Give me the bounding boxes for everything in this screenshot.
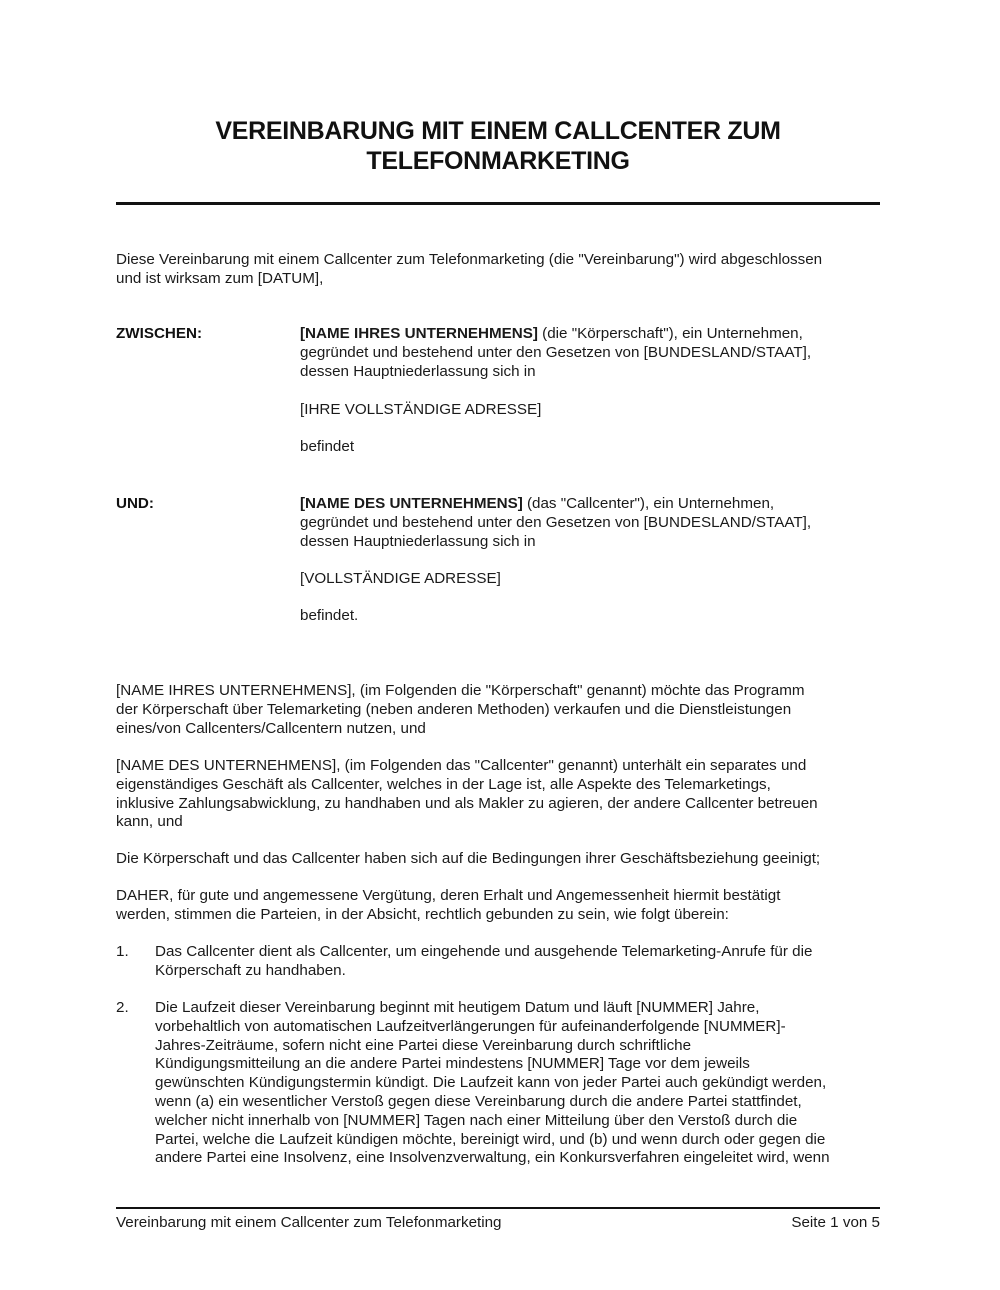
party-line: dessen Hauptniederlassung sich in [300,532,536,550]
clause-line: Die Laufzeit dieser Vereinbarung beginnt mit heutigem Datum und läuft [NUMMER] Jahre, [155,999,760,1016]
recital-line: der Körperschaft über Telemarketing (neben anderen Methoden) verkaufen und die Dienstleistungen [116,700,792,718]
clause-line: andere Partei eine Insolvenz, eine Insolvenzverwaltung, ein Konkursverfahren eingeleitet wird, wenn [155,1149,830,1167]
party-line [300,495,880,514]
intro-line: und ist wirksam zum [DATUM], [116,269,324,287]
party-address: [IHRE VOLLSTÄNDIGE ADRESSE] [300,401,542,418]
clause-line: welcher nicht innerhalb von [NUMMER] Tagen nach einer Mitteilung über den Verstoß durch die [155,1111,798,1129]
clause-line: Kündigungsmitteilung an die andere Partei mindestens [NUMMER] Tage vor dem jeweils [155,1055,750,1073]
party-body-callcenter [300,495,880,551]
recital-paragraph [116,887,886,925]
party-line [300,325,880,344]
clause-line: Körperschaft zu handhaben. [155,961,346,979]
recital-paragraph [116,682,886,738]
party-name: [NAME IHRES UNTERNEHMENS] [300,325,538,342]
party-closing: befindet. [300,607,359,624]
title-divider [116,202,880,205]
clause-line: Das Callcenter dient als Callcenter, um eingehende und ausgehende Telemarketing-Anrufe für die [155,943,813,960]
clause-line: Partei, welche die Laufzeit kündigen möchte, bereinigt wird, und (b) und wenn durch oder gegen die [155,1130,826,1148]
intro-paragraph [116,251,886,289]
footer-document-title: Vereinbarung mit einem Callcenter zum Telefonmarketing [116,1214,502,1231]
clause-number: 2. [116,999,129,1016]
clause-line: gewünschten Kündigungstermin kündigt. Die Laufzeit kann von jeder Partei auch gekündigt werden, [155,1074,827,1092]
title-line-1: VEREINBARUNG MIT EINEM CALLCENTER ZUM [215,117,781,145]
party-line: gegründet und bestehend unter den Gesetzen von [BUNDESLAND/STAAT], [300,513,812,531]
party-closing: befindet [300,438,355,455]
party-line: gegründet und bestehend unter den Gesetzen von [BUNDESLAND/STAAT], [300,343,812,361]
recital-line: [NAME DES UNTERNEHMENS], (im Folgenden das "Callcenter" genannt) unterhält ein separates und [116,757,807,774]
clause-text [155,999,885,1168]
recital-line: werden, stimmen die Parteien, in der Absicht, rechtlich gebunden zu sein, wie folgt überein: [116,905,729,923]
party-label-und: UND: [116,495,154,512]
clause-text [155,943,885,981]
party-body-koerperschaft [300,325,880,381]
clause-line: wenn (a) ein wesentlicher Verstoß gegen diese Vereinbarung durch die andere Partei stattfindet, [155,1092,802,1110]
clause-line: vorbehaltlich von automatischen Laufzeitverlängerungen für aufeinanderfolgende [NUMMER]- [155,1017,786,1035]
recital-line: [NAME IHRES UNTERNEHMENS], (im Folgenden die "Körperschaft" genannt) möchte das Programm [116,682,805,699]
recital-line: DAHER, für gute und angemessene Vergütung, deren Erhalt und Angemessenheit hiermit bestätigt [116,887,781,904]
title-line-2: TELEFONMARKETING [366,147,630,175]
party-line-rest: (das "Callcenter"), ein Unternehmen, [522,495,775,512]
intro-line: Diese Vereinbarung mit einem Callcenter zum Telefonmarketing (die "Vereinbarung") wird abgeschlossen [116,251,823,268]
party-address: [VOLLSTÄNDIGE ADRESSE] [300,570,501,587]
party-label-zwischen: ZWISCHEN: [116,325,203,342]
party-line: dessen Hauptniederlassung sich in [300,362,536,380]
document-title [116,116,880,176]
recital-line: inklusive Zahlungsabwicklung, zu handhaben und als Makler zu agieren, der andere Callcenter betreuen [116,794,818,812]
recital-paragraph [116,850,886,869]
party-line-rest: (die "Körperschaft"), ein Unternehmen, [537,325,803,342]
recital-line: eines/von Callcenters/Callcentern nutzen, und [116,719,426,737]
footer-page-number: Seite 1 von 5 [791,1214,880,1231]
clause-line: Jahres-Zeiträume, sofern nicht eine Partei diese Vereinbarung durch schriftliche [155,1036,692,1054]
recital-paragraph [116,757,886,832]
clause-number: 1. [116,943,129,960]
footer-divider [116,1207,880,1209]
recital-line: eigenständiges Geschäft als Callcenter, welches in der Lage ist, alle Aspekte des Telemarketings, [116,775,771,793]
recital-line: kann, und [116,813,183,831]
party-name: [NAME DES UNTERNEHMENS] [300,495,523,512]
recital-line: Die Körperschaft und das Callcenter haben sich auf die Bedingungen ihrer Geschäftsbeziehung geeinigt; [116,850,821,867]
